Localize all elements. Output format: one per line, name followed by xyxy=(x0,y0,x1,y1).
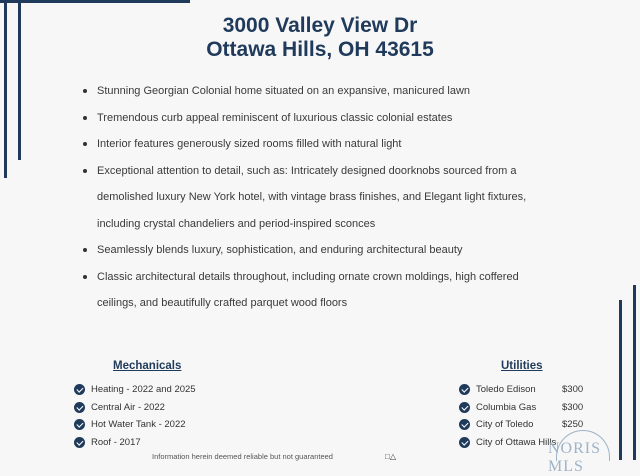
check-circle-icon xyxy=(459,402,470,413)
utility-amount: $300 xyxy=(562,384,584,396)
mechanical-label: Roof - 2017 xyxy=(91,436,141,448)
feature-item: Seamlessly blends luxury, sophistication, and enduring architectural beauty xyxy=(78,237,548,264)
address-line-2: Ottawa Hills, OH 43615 xyxy=(206,38,434,61)
check-circle-icon xyxy=(74,402,85,413)
list-item xyxy=(74,399,196,417)
utility-amount: $300 xyxy=(562,401,584,413)
equal-housing-icon: □△ xyxy=(385,452,396,461)
check-circle-icon xyxy=(74,419,85,430)
feature-item: Stunning Georgian Colonial home situated on an expansive, manicured lawn xyxy=(78,78,548,105)
check-circle-icon xyxy=(459,384,470,395)
list-item xyxy=(74,416,196,434)
mechanicals-heading: Mechanicals xyxy=(113,360,182,372)
decorative-bar-top xyxy=(0,0,190,3)
list-item xyxy=(74,381,196,399)
decorative-bar-right-1 xyxy=(619,300,622,460)
disclaimer-text: Information herein deemed reliable but not guaranteed xyxy=(152,452,333,461)
utility-name: City of Ottawa Hills xyxy=(476,436,557,448)
mls-watermark: NORIS MLS xyxy=(548,440,602,475)
utility-name: Columbia Gas xyxy=(476,401,537,413)
utilities-heading: Utilities xyxy=(501,360,543,372)
utility-name: City of Toledo xyxy=(476,419,534,431)
check-circle-icon xyxy=(459,419,470,430)
list-item xyxy=(74,434,196,452)
mechanicals-list xyxy=(74,381,196,451)
feature-item: Classic architectural details throughout, including ornate crown moldings, high coffered ceilings, and beautifully crafted parquet wood floors xyxy=(78,264,548,317)
feature-item: Exceptional attention to detail, such as: Intricately designed doorknobs sourced from a demolished luxury New York hotel, with vintage brass finishes, and Elegant light fixtures, including crystal chandeliers and period-inspired sconces xyxy=(78,158,548,238)
check-circle-icon xyxy=(459,437,470,448)
utility-amount: $250 xyxy=(562,419,584,431)
property-address xyxy=(0,14,640,62)
check-circle-icon xyxy=(74,384,85,395)
list-item xyxy=(459,381,583,399)
decorative-bar-right-2 xyxy=(633,285,636,460)
utility-name: Toledo Edison xyxy=(476,384,536,396)
list-item xyxy=(459,399,583,417)
check-circle-icon xyxy=(74,437,85,448)
feature-item: Tremendous curb appeal reminiscent of luxurious classic colonial estates xyxy=(78,105,548,132)
feature-list xyxy=(78,78,548,317)
mechanical-label: Heating - 2022 and 2025 xyxy=(91,384,196,396)
feature-item: Interior features generously sized rooms filled with natural light xyxy=(78,131,548,158)
mechanical-label: Central Air - 2022 xyxy=(91,401,165,413)
mechanical-label: Hot Water Tank - 2022 xyxy=(91,419,186,431)
address-line-1: 3000 Valley View Dr xyxy=(222,14,418,37)
list-item xyxy=(459,416,583,434)
